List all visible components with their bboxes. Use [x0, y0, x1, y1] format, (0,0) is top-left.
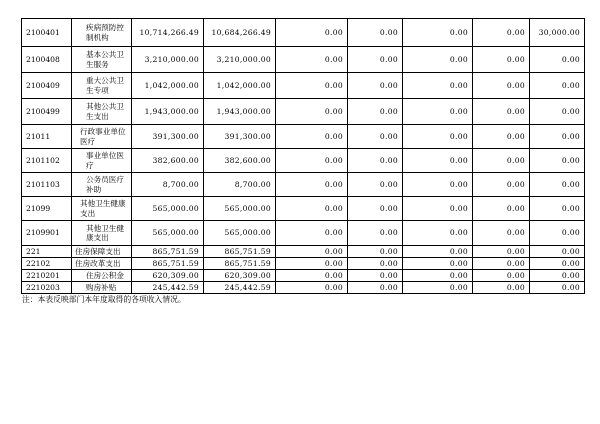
- cell-other-income: 0.00: [530, 270, 585, 282]
- row-code: 2100499: [22, 99, 72, 125]
- table-row: [22, 258, 585, 270]
- cell-value: 0.00: [403, 73, 473, 99]
- row-name: 住房改革支出: [72, 258, 132, 270]
- row-code: 21099: [22, 197, 72, 221]
- table-footnote: 注：本表反映部门本年度取得的各项收入情况。: [22, 295, 186, 304]
- cell-value: 0.00: [348, 19, 403, 47]
- cell-value: 0.00: [348, 197, 403, 221]
- cell-total: 565,000.00: [132, 221, 204, 246]
- cell-value: 0.00: [473, 19, 530, 47]
- table-row: [22, 73, 585, 99]
- table-row: [22, 246, 585, 258]
- cell-value: 0.00: [348, 246, 403, 258]
- cell-total: 382,600.00: [132, 149, 204, 173]
- row-name: 重大公共卫生专项: [72, 73, 132, 99]
- cell-fiscal-appropriation: 565,000.00: [204, 221, 276, 246]
- cell-total: 1,042,000.00: [132, 73, 204, 99]
- row-code: 22102: [22, 258, 72, 270]
- cell-fiscal-appropriation: 391,300.00: [204, 125, 276, 149]
- row-code: 2100408: [22, 47, 72, 73]
- cell-total: 10,714,266.49: [132, 19, 204, 47]
- cell-other-income: 30,000.00: [530, 19, 585, 47]
- cell-value: 0.00: [473, 246, 530, 258]
- cell-value: 0.00: [276, 149, 348, 173]
- table-row: [22, 282, 585, 294]
- cell-value: 0.00: [473, 197, 530, 221]
- cell-fiscal-appropriation: 245,442.59: [204, 282, 276, 294]
- cell-value: 0.00: [348, 173, 403, 197]
- cell-value: 0.00: [276, 173, 348, 197]
- cell-value: 0.00: [473, 258, 530, 270]
- cell-value: 0.00: [276, 73, 348, 99]
- cell-value: 0.00: [276, 221, 348, 246]
- cell-value: 0.00: [348, 282, 403, 294]
- cell-other-income: 0.00: [530, 221, 585, 246]
- table-row: [22, 197, 585, 221]
- cell-other-income: 0.00: [530, 282, 585, 294]
- cell-total: 865,751.59: [132, 258, 204, 270]
- row-name: 住房保障支出: [72, 246, 132, 258]
- cell-value: 0.00: [473, 73, 530, 99]
- income-table-body: [22, 19, 585, 294]
- cell-value: 0.00: [403, 47, 473, 73]
- row-name: 疾病预防控制机构: [72, 19, 132, 47]
- cell-value: 0.00: [276, 246, 348, 258]
- cell-value: 0.00: [348, 99, 403, 125]
- cell-value: 0.00: [473, 99, 530, 125]
- cell-total: 1,943,000.00: [132, 99, 204, 125]
- cell-value: 0.00: [403, 19, 473, 47]
- cell-fiscal-appropriation: 3,210,000.00: [204, 47, 276, 73]
- cell-value: 0.00: [403, 270, 473, 282]
- table-row: [22, 47, 585, 73]
- cell-value: 0.00: [276, 270, 348, 282]
- cell-other-income: 0.00: [530, 73, 585, 99]
- cell-value: 0.00: [473, 221, 530, 246]
- cell-value: 0.00: [276, 125, 348, 149]
- cell-value: 0.00: [276, 47, 348, 73]
- cell-total: 391,300.00: [132, 125, 204, 149]
- row-name: 公务员医疗补助: [72, 173, 132, 197]
- cell-total: 245,442.59: [132, 282, 204, 294]
- table-row: [22, 149, 585, 173]
- cell-total: 865,751.59: [132, 246, 204, 258]
- table-row: [22, 19, 585, 47]
- table-row: [22, 221, 585, 246]
- cell-value: 0.00: [276, 99, 348, 125]
- cell-value: 0.00: [348, 125, 403, 149]
- cell-value: 0.00: [348, 73, 403, 99]
- cell-value: 0.00: [348, 270, 403, 282]
- cell-value: 0.00: [403, 197, 473, 221]
- row-code: 2101102: [22, 149, 72, 173]
- row-name: 其他卫生健康支出: [72, 221, 132, 246]
- table-row: [22, 125, 585, 149]
- cell-other-income: 0.00: [530, 197, 585, 221]
- cell-value: 0.00: [473, 270, 530, 282]
- table-row: [22, 99, 585, 125]
- row-name: 事业单位医疗: [72, 149, 132, 173]
- cell-value: 0.00: [403, 246, 473, 258]
- cell-other-income: 0.00: [530, 99, 585, 125]
- cell-value: 0.00: [473, 125, 530, 149]
- cell-other-income: 0.00: [530, 173, 585, 197]
- row-code: 221: [22, 246, 72, 258]
- row-name: 基本公共卫生服务: [72, 47, 132, 73]
- table-row: [22, 173, 585, 197]
- row-name: 其他公共卫生支出: [72, 99, 132, 125]
- cell-fiscal-appropriation: 10,684,266.49: [204, 19, 276, 47]
- cell-other-income: 0.00: [530, 246, 585, 258]
- cell-value: 0.00: [473, 149, 530, 173]
- cell-fiscal-appropriation: 865,751.59: [204, 258, 276, 270]
- cell-value: 0.00: [348, 47, 403, 73]
- cell-other-income: 0.00: [530, 149, 585, 173]
- cell-value: 0.00: [403, 125, 473, 149]
- cell-value: 0.00: [276, 258, 348, 270]
- row-code: 2100409: [22, 73, 72, 99]
- cell-value: 0.00: [403, 173, 473, 197]
- row-code: 2210201: [22, 270, 72, 282]
- cell-fiscal-appropriation: 565,000.00: [204, 197, 276, 221]
- row-code: 2101103: [22, 173, 72, 197]
- table-row: [22, 270, 585, 282]
- cell-fiscal-appropriation: 620,309.00: [204, 270, 276, 282]
- row-name: 其他卫生健康支出: [72, 197, 132, 221]
- income-table: [21, 18, 585, 294]
- cell-total: 565,000.00: [132, 197, 204, 221]
- row-code: 2100401: [22, 19, 72, 47]
- cell-value: 0.00: [403, 258, 473, 270]
- cell-other-income: 0.00: [530, 125, 585, 149]
- row-code: 2109901: [22, 221, 72, 246]
- cell-value: 0.00: [473, 47, 530, 73]
- cell-total: 3,210,000.00: [132, 47, 204, 73]
- cell-value: 0.00: [276, 282, 348, 294]
- cell-value: 0.00: [403, 221, 473, 246]
- cell-value: 0.00: [473, 282, 530, 294]
- cell-value: 0.00: [473, 173, 530, 197]
- row-name: 购房补贴: [72, 282, 132, 294]
- cell-other-income: 0.00: [530, 258, 585, 270]
- cell-value: 0.00: [348, 221, 403, 246]
- cell-value: 0.00: [403, 99, 473, 125]
- cell-other-income: 0.00: [530, 47, 585, 73]
- row-name: 住房公积金: [72, 270, 132, 282]
- cell-value: 0.00: [348, 258, 403, 270]
- cell-value: 0.00: [348, 149, 403, 173]
- cell-total: 8,700.00: [132, 173, 204, 197]
- cell-value: 0.00: [276, 19, 348, 47]
- row-code: 21011: [22, 125, 72, 149]
- row-code: 2210203: [22, 282, 72, 294]
- cell-fiscal-appropriation: 865,751.59: [204, 246, 276, 258]
- cell-value: 0.00: [403, 282, 473, 294]
- cell-fiscal-appropriation: 1,943,000.00: [204, 99, 276, 125]
- cell-total: 620,309.00: [132, 270, 204, 282]
- cell-value: 0.00: [276, 197, 348, 221]
- cell-fiscal-appropriation: 1,042,000.00: [204, 73, 276, 99]
- row-name: 行政事业单位医疗: [72, 125, 132, 149]
- cell-value: 0.00: [403, 149, 473, 173]
- cell-fiscal-appropriation: 382,600.00: [204, 149, 276, 173]
- cell-fiscal-appropriation: 8,700.00: [204, 173, 276, 197]
